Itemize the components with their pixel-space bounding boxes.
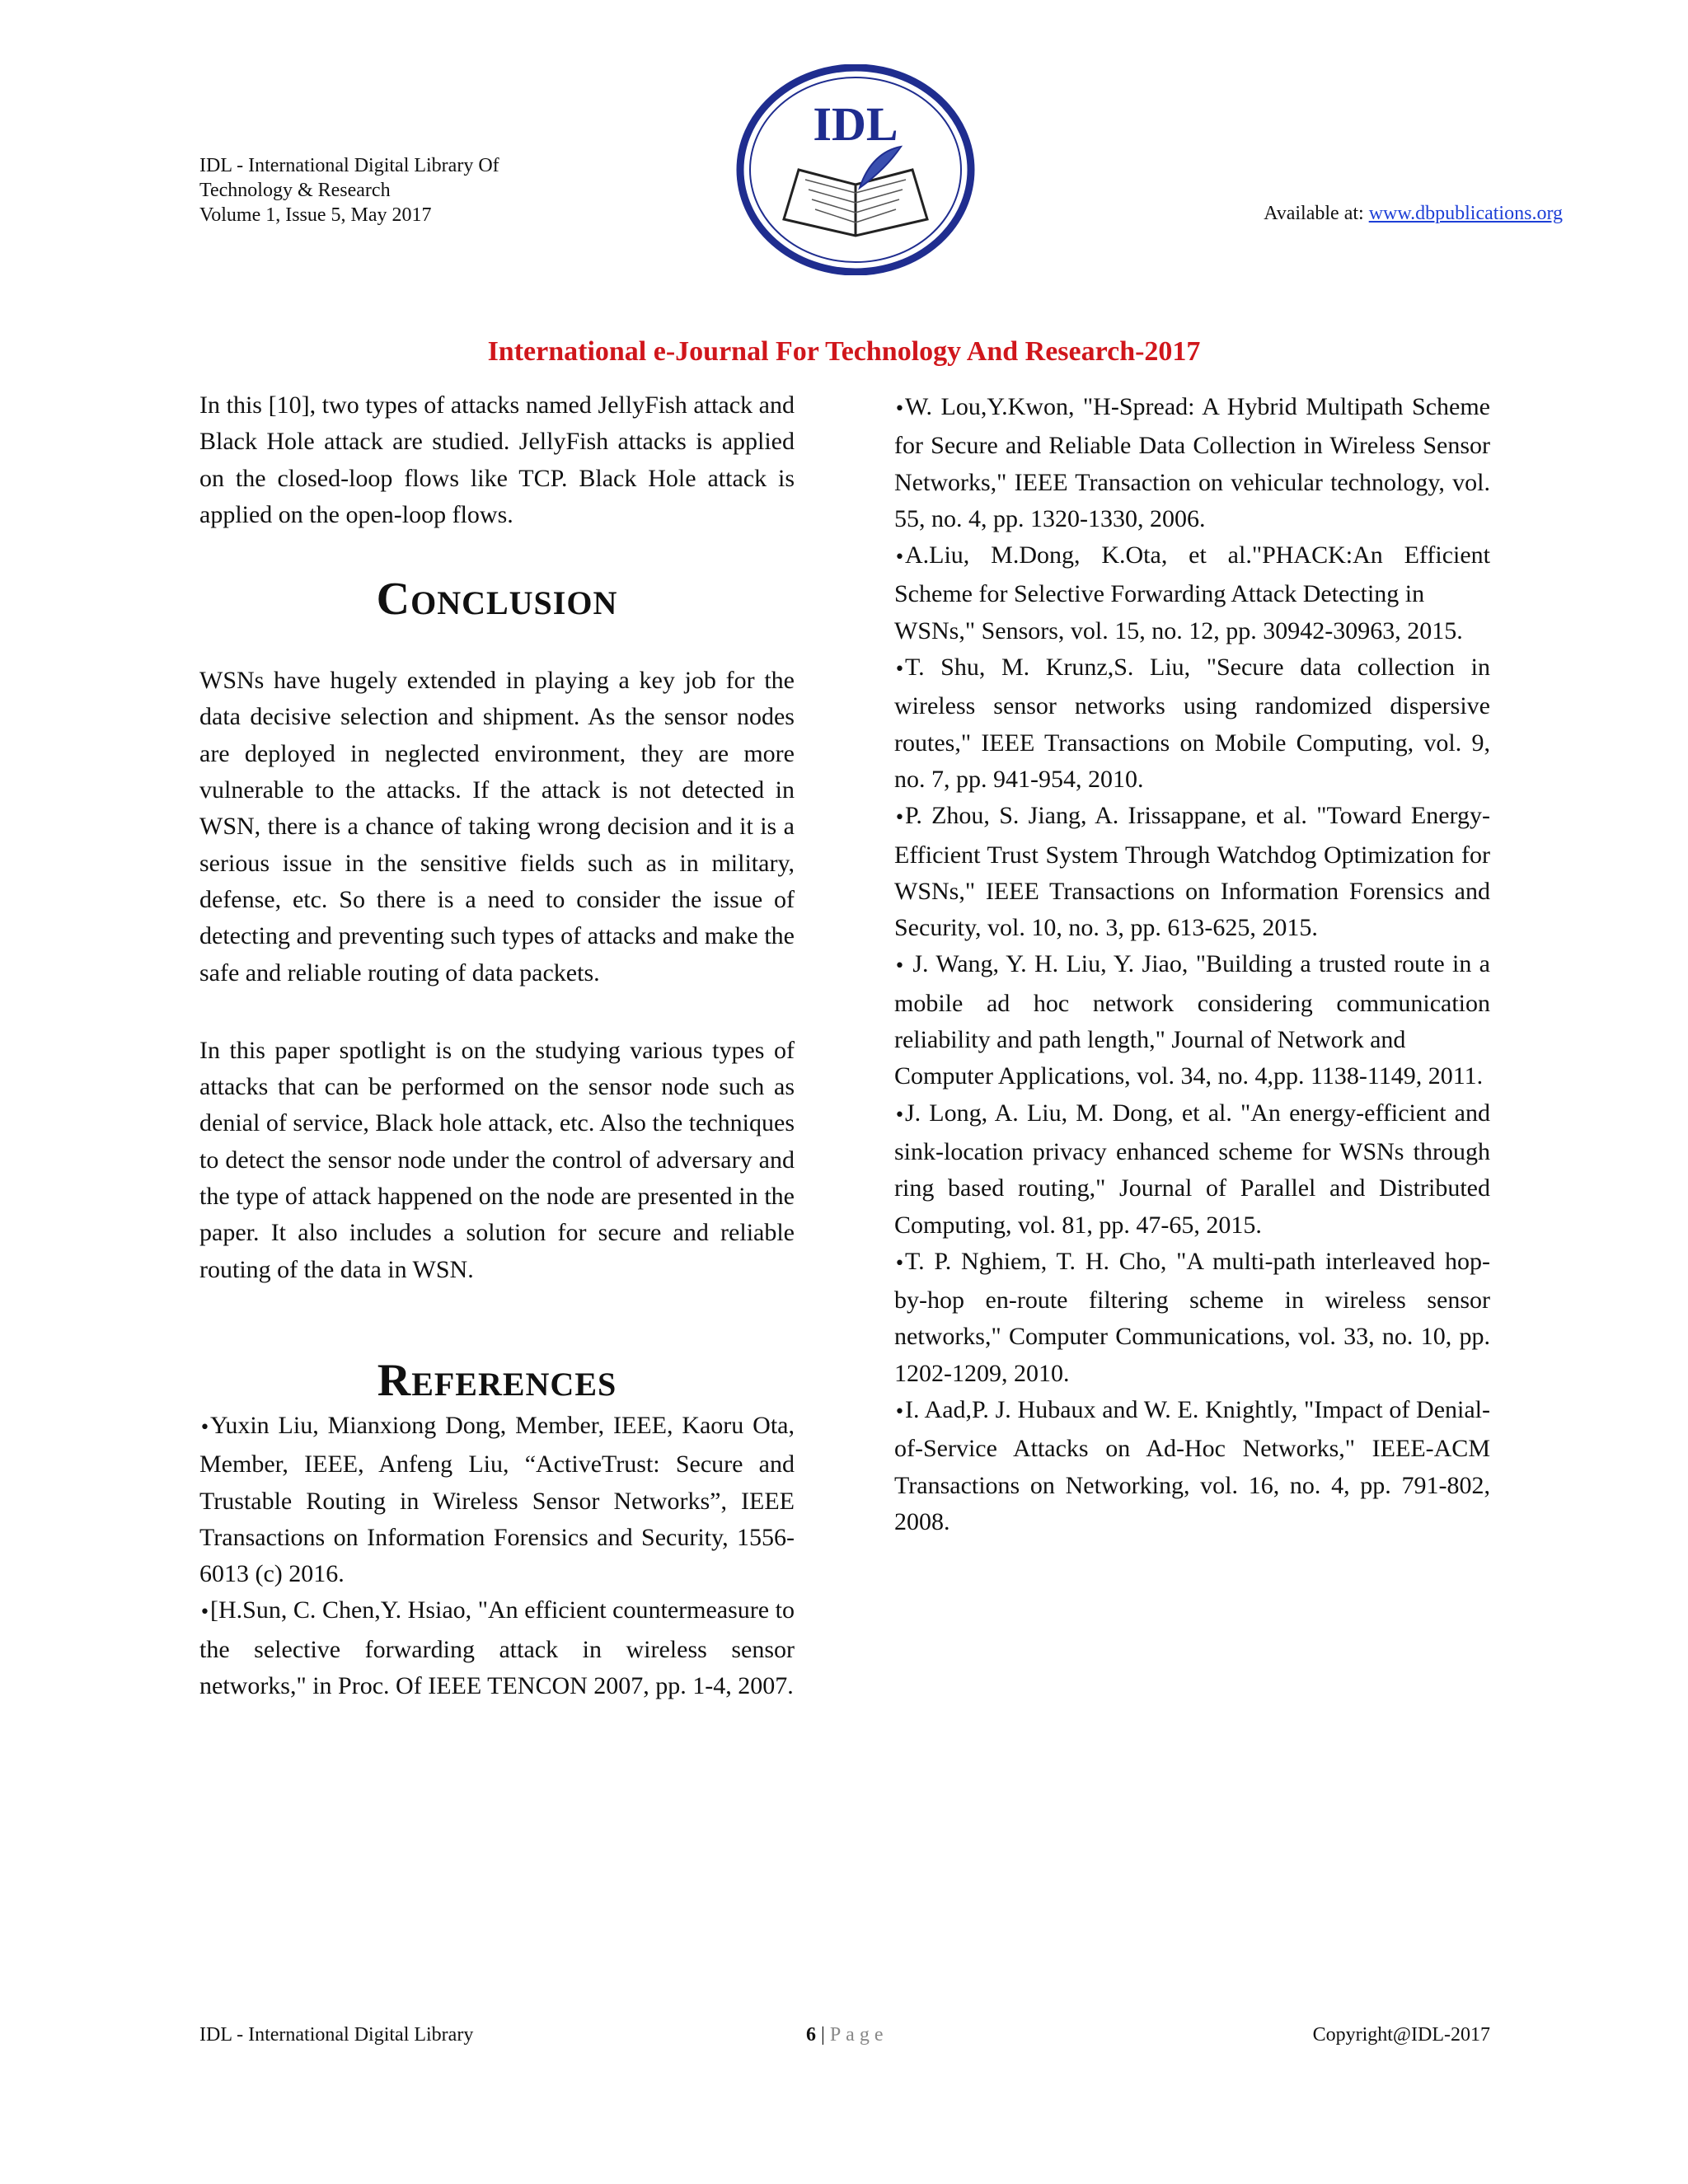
reference-text: J. Long, A. Liu, M. Dong, et al. "An energy-efficient and sink-location privacy enhanced scheme for WSNs through ring based routing," Journal of Parallel and Distributed Computing, vol. 81, pp. 47-65, 2015. (894, 1099, 1490, 1239)
bullet-icon: • (894, 808, 905, 829)
reference-text: J. Wang, Y. H. Liu, Y. Jiao, "Building a trusted route in a mobile ad hoc network considering communication reliability and path length," Journal of Network and (894, 950, 1490, 1054)
reference-item (894, 946, 1490, 1058)
reference-continuation: Computer Applications, vol. 34, no. 4,pp. 1138-1149, 2011. (894, 1062, 1484, 1090)
availability-note (1264, 203, 1563, 225)
publisher-url-link[interactable]: www.dbpublications.org (1368, 203, 1563, 224)
references-heading-rest: EFERENCES (411, 1365, 617, 1403)
reference-text: I. Aad,P. J. Hubaux and W. E. Knightly, "Impact of Denial-of-Service Attacks on Ad-Hoc Networks," IEEE-ACM Transactions on Networking, vol. 16, no. 4, pp. 791-802, 2008. (894, 1396, 1490, 1535)
reference-item (894, 1244, 1490, 1392)
logo-text: IDL (813, 97, 898, 151)
bullet-icon: • (199, 1602, 210, 1624)
reference-text: Yuxin Liu, Mianxiong Dong, Member, IEEE, Kaoru Ota, Member, IEEE, Anfeng Liu, “ActiveTrust: Secure and Trustable Routing in Wireless Sensor Networks”, IEEE Transactions on Information Forensics and Security, 1556-6013 (c) 2016. (199, 1411, 795, 1588)
header-line-2: Technology & Research (199, 180, 391, 201)
idl-logo (736, 64, 975, 275)
bullet-icon: • (894, 659, 905, 681)
conclusion-paragraph-2: In this paper spotlight is on the studying various types of attacks that can be performed on the sensor node such as denial of service, Black hole attack, etc. Also the techniques to detect the sensor node under the control of adversary and the type of attack happened on the node are presented in the paper. It also includes a solution for secure and reliable routing of the data in WSN. (199, 1036, 795, 1283)
conclusion-heading-rest: ONCLUSION (410, 584, 618, 622)
reference-text: [H.Sun, C. Chen,Y. Hsiao, "An efficient countermeasure to the selective forwarding attack in wireless sensor networks," in Proc. Of IEEE TENCON 2007, pp. 1-4, 2007. (199, 1596, 795, 1700)
page-separator: | (816, 2024, 830, 2046)
reference-item (199, 1592, 795, 1704)
reference-continuation: WSNs," Sensors, vol. 15, no. 12, pp. 30942-30963, 2015. (894, 616, 1463, 644)
conclusion-heading-initial: C (376, 574, 411, 626)
conclusion-heading (199, 576, 795, 626)
intro-paragraph: In this [10], two types of attacks named JellyFish attack and Black Hole attack are studied. JellyFish attacks is applied on the closed-loop flows like TCP. Black Hole attack is applied on the open-loop flows. (199, 391, 795, 528)
reference-item (894, 649, 1490, 798)
reference-text: T. P. Nghiem, T. H. Cho, "A multi-path interleaved hop-by-hop en-route filtering scheme in wireless sensor networks," Computer Communications, vol. 33, no. 10, pp. 1202-1209, 2010. (894, 1247, 1490, 1387)
bullet-icon: • (894, 956, 905, 977)
reference-text: T. Shu, M. Krunz,S. Liu, "Secure data collection in wireless sensor networks using randomized dispersive routes," IEEE Transactions on Mobile Computing, vol. 9, no. 7, pp. 941-954, 2010. (894, 654, 1490, 793)
right-column (894, 389, 1490, 1540)
reference-text: A.Liu, M.Dong, K.Ota, et al."PHACK:An Efficient Scheme for Selective Forwarding Attack Detecting in (894, 541, 1490, 608)
bullet-icon: • (894, 1402, 905, 1423)
header-line-1: IDL - International Digital Library Of (199, 155, 499, 176)
bullet-icon: • (199, 1417, 210, 1438)
page-number: 6 (806, 2024, 816, 2046)
footer-copyright: Copyright@IDL-2017 (1312, 2024, 1490, 2046)
bullet-icon: • (894, 1104, 905, 1126)
reference-item (894, 1392, 1490, 1540)
reference-text: W. Lou,Y.Kwon, "H-Spread: A Hybrid Multipath Scheme for Secure and Reliable Data Collection in Wireless Sensor Networks," IEEE Transaction on vehicular technology, vol. 55, no. 4, pp. 1320-1330, 2006. (894, 393, 1490, 532)
reference-item (894, 798, 1490, 946)
references-heading (199, 1354, 795, 1408)
reference-item (199, 1408, 795, 1592)
footer-library-name: IDL - International Digital Library (199, 2024, 474, 2046)
header-line-3: Volume 1, Issue 5, May 2017 (199, 204, 432, 226)
available-label: Available at: (1264, 203, 1369, 224)
references-heading-initial: R (377, 1354, 412, 1406)
reference-item (894, 1095, 1490, 1244)
bullet-icon: • (894, 399, 905, 419)
journal-title: International e-Journal For Technology And Research-2017 (487, 336, 1201, 367)
reference-item (894, 537, 1490, 613)
bullet-icon: • (894, 1253, 905, 1274)
left-column (199, 387, 795, 1704)
footer-page-number (806, 2024, 888, 2046)
bullet-icon: • (894, 547, 905, 569)
conclusion-paragraph-1: WSNs have hugely extended in playing a key job for the data decisive selection and shipment. As the sensor nodes are deployed in neglected environment, they are more vulnerable to the attacks. If the attack is not detected in WSN, there is a chance of taking wrong decision and it is a serious issue in the sensitive fields such as in military, defense, etc. So there is a need to consider the issue of detecting and preventing such types of attacks and make the safe and reliable routing of data packets. (199, 667, 795, 987)
page-word: Page (829, 2024, 889, 2046)
reference-item (894, 389, 1490, 537)
header-publisher-block (199, 153, 499, 227)
reference-text: P. Zhou, S. Jiang, A. Irissappane, et al. "Toward Energy-Efficient Trust System Through Watchdog Optimization for WSNs," IEEE Transactions on Information Forensics and Security, vol. 10, no. 3, pp. 613-625, 2015. (894, 802, 1490, 942)
